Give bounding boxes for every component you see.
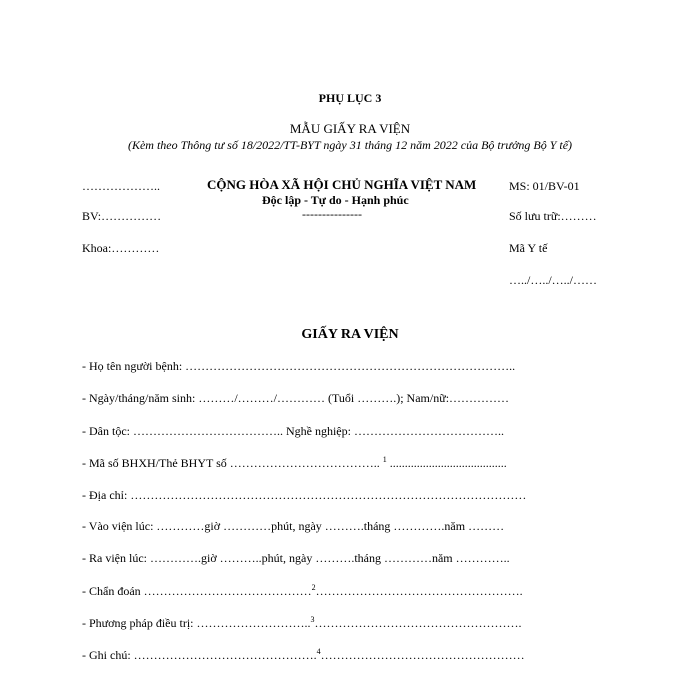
form-code: MS: 01/BV-01 [509,179,580,193]
footnote-marker: 1 [382,455,387,464]
notes-field [82,648,525,663]
treatment-label: - Phương pháp điều trị: ……………………….. [82,616,311,630]
insurance-number-field [82,456,507,471]
treatment-extra: ……………………………………………. [314,616,522,630]
address-field: - Địa chỉ: ……………………………………………………………………………………… [82,488,527,502]
treatment-method-field [82,616,522,631]
notes-label: - Ghi chú: ………………………………………. [82,648,317,662]
diagnosis-label: - Chẩn đoán …………………………………… [82,584,312,598]
form-name: MẪU GIẤY RA VIỆN [289,121,411,136]
motto-divider: --------------- [302,207,362,221]
hospital-field: BV:…………… [82,209,162,223]
health-code-label: Mã Y tế [509,241,548,255]
discharge-time-field: - Ra viện lúc: ………….giờ ………..phút, ngày ……….tháng …………năm ………….. [82,551,510,565]
health-code-field: …../…../…../…… [509,273,598,287]
footnote-marker: 3 [310,615,315,624]
notes-extra: …………………………………………… [320,648,525,662]
department-field: Khoa:………… [82,241,160,255]
circular-reference: (Kèm theo Thông tư số 18/2022/TT-BYT ngày 31 tháng 12 năm 2022 của Bộ trưởng Bộ Y tế) [127,138,573,152]
footnote-marker: 2 [311,583,316,592]
national-motto: Độc lập - Tự do - Hạnh phúc [262,193,409,207]
diagnosis-extra: ……………………………………………. [315,584,523,598]
org-placeholder: ……………….. [82,179,160,193]
republic-title: CỘNG HÒA XÃ HỘI CHỦ NGHĨA VIỆT NAM [207,177,477,192]
insurance-extra: ....................................... [386,456,507,470]
archive-number-field: Số lưu trữ:……… [509,209,597,223]
footnote-marker: 4 [316,647,321,656]
document-title: GIẤY RA VIỆN [301,327,399,342]
admission-time-field: - Vào viện lúc: …………giờ …………phút, ngày ……….tháng ………….năm ……… [82,519,505,533]
insurance-label: - Mã số BHXH/Thẻ BHYT số ……………………………….. [82,456,383,470]
ethnicity-occupation-field: - Dân tộc: ……………………………….. Nghề nghiệp: ……………………………….. [82,424,504,438]
appendix-title: PHỤ LỤC 3 [318,91,382,105]
date-of-birth-field: - Ngày/tháng/năm sinh: ………/………/………… (Tuổi ……….); Nam/nữ:…………… [82,391,510,405]
diagnosis-field [82,584,523,599]
patient-name-field: - Họ tên người bệnh: ……………………………………………………………………….. [82,359,516,373]
